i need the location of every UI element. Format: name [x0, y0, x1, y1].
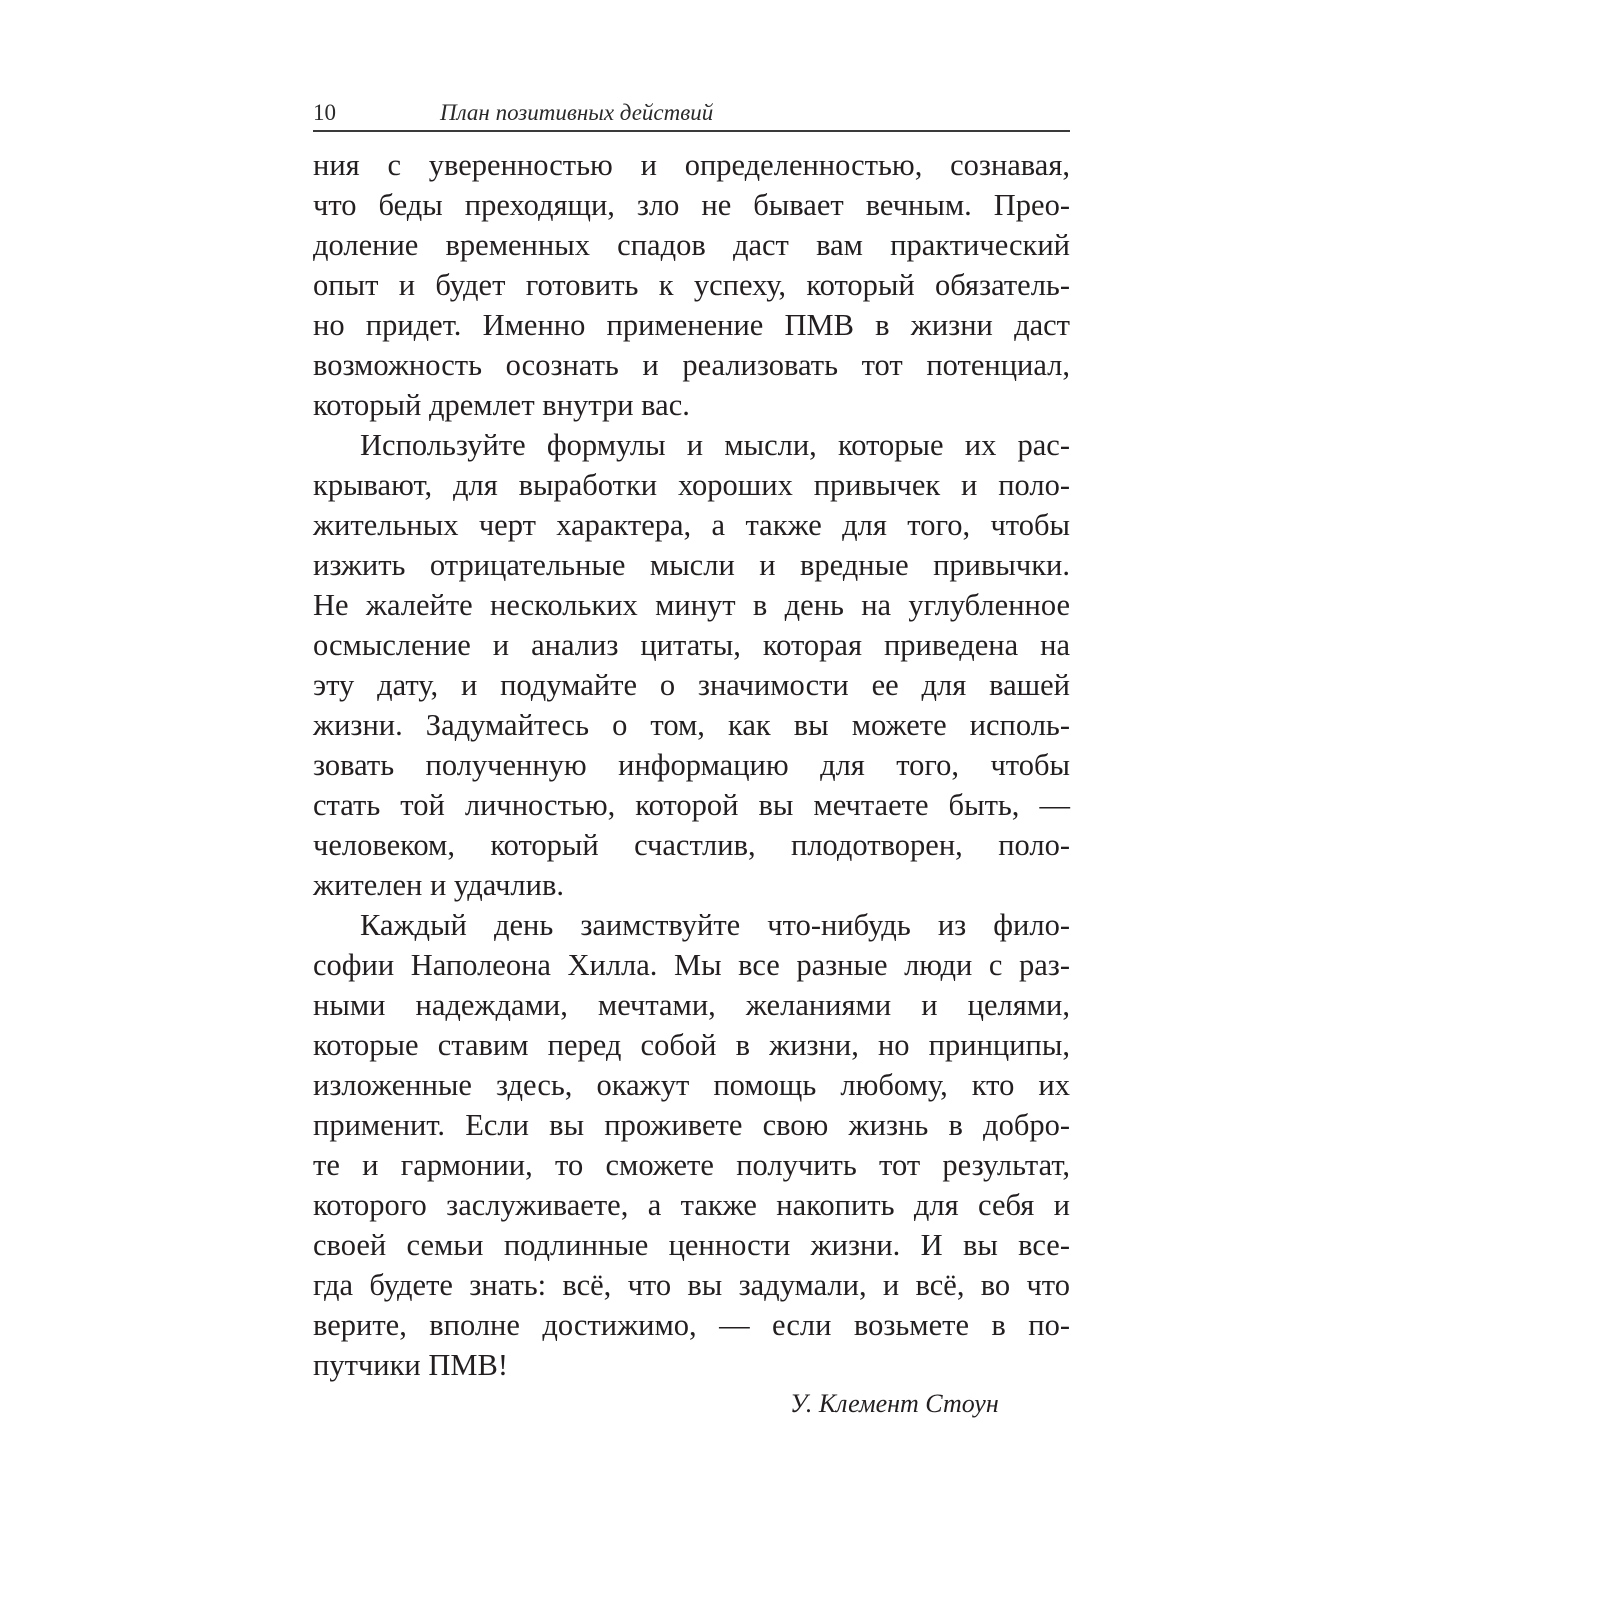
paragraph [313, 145, 1070, 425]
text-line: стать той личностью, которой вы мечтаете быть, — [313, 788, 1070, 822]
text-line: те и гармонии, то сможете получить тот результат, [313, 1148, 1070, 1182]
running-header [313, 98, 1070, 132]
text-line: гда будете знать: всё, что вы задумали, и всё, во что [313, 1268, 1070, 1302]
text-line: ния с уверенностью и определенностью, сознавая, [313, 148, 1070, 182]
text-line: но придет. Именно применение ПМВ в жизни даст [313, 308, 1070, 342]
text-line: применит. Если вы проживете свою жизнь в добро- [313, 1108, 1070, 1142]
paragraph [313, 905, 1070, 1385]
text-line: опыт и будет готовить к успеху, который обязатель- [313, 268, 1070, 302]
text-line: что беды преходящи, зло не бывает вечным. Прео- [313, 188, 1070, 222]
text-line: жизни. Задумайтесь о том, как вы можете исполь- [313, 708, 1070, 742]
paragraph [313, 425, 1070, 905]
text-line: жительных черт характера, а также для того, чтобы [313, 508, 1070, 542]
text-line: Не жалейте нескольких минут в день на углубленное [313, 588, 1070, 622]
text-line: человеком, который счастлив, плодотворен, поло- [313, 828, 1070, 862]
text-line: своей семьи подлинные ценности жизни. И вы все- [313, 1228, 1070, 1262]
page-number: 10 [313, 100, 336, 125]
text-line: изжить отрицательные мысли и вредные привычки. [313, 548, 1070, 582]
text-line: осмысление и анализ цитаты, которая приведена на [313, 628, 1070, 662]
text-line: который дремлет внутри вас. [313, 388, 690, 422]
text-line: доление временных спадов даст вам практический [313, 228, 1070, 262]
text-line: софии Наполеона Хилла. Мы все разные люди с раз- [313, 948, 1070, 982]
text-line: Каждый день заимствуйте что-нибудь из фило- [360, 908, 1070, 942]
text-line: крывают, для выработки хороших привычек и поло- [313, 468, 1070, 502]
author-signature: У. Клемент Стоун [790, 1389, 999, 1418]
text-line: верите, вполне достижимо, — если возьмете в по- [313, 1308, 1070, 1342]
text-line: которого заслуживаете, а также накопить для себя и [313, 1188, 1070, 1222]
text-line: изложенные здесь, окажут помощь любому, кто их [313, 1068, 1070, 1102]
text-line: жителен и удачлив. [313, 868, 564, 902]
text-line: зовать полученную информацию для того, чтобы [313, 748, 1070, 782]
text-line: путчики ПМВ! [313, 1348, 508, 1382]
running-title: План позитивных действий [440, 100, 714, 125]
text-line: которые ставим перед собой в жизни, но принципы, [313, 1028, 1070, 1062]
text-line: эту дату, и подумайте о значимости ее для вашей [313, 668, 1070, 702]
text-line: ными надеждами, мечтами, желаниями и целями, [313, 988, 1070, 1022]
text-line: возможность осознать и реализовать тот потенциал, [313, 348, 1070, 382]
body-text [313, 145, 1070, 1385]
text-line: Используйте формулы и мысли, которые их рас- [360, 428, 1070, 462]
